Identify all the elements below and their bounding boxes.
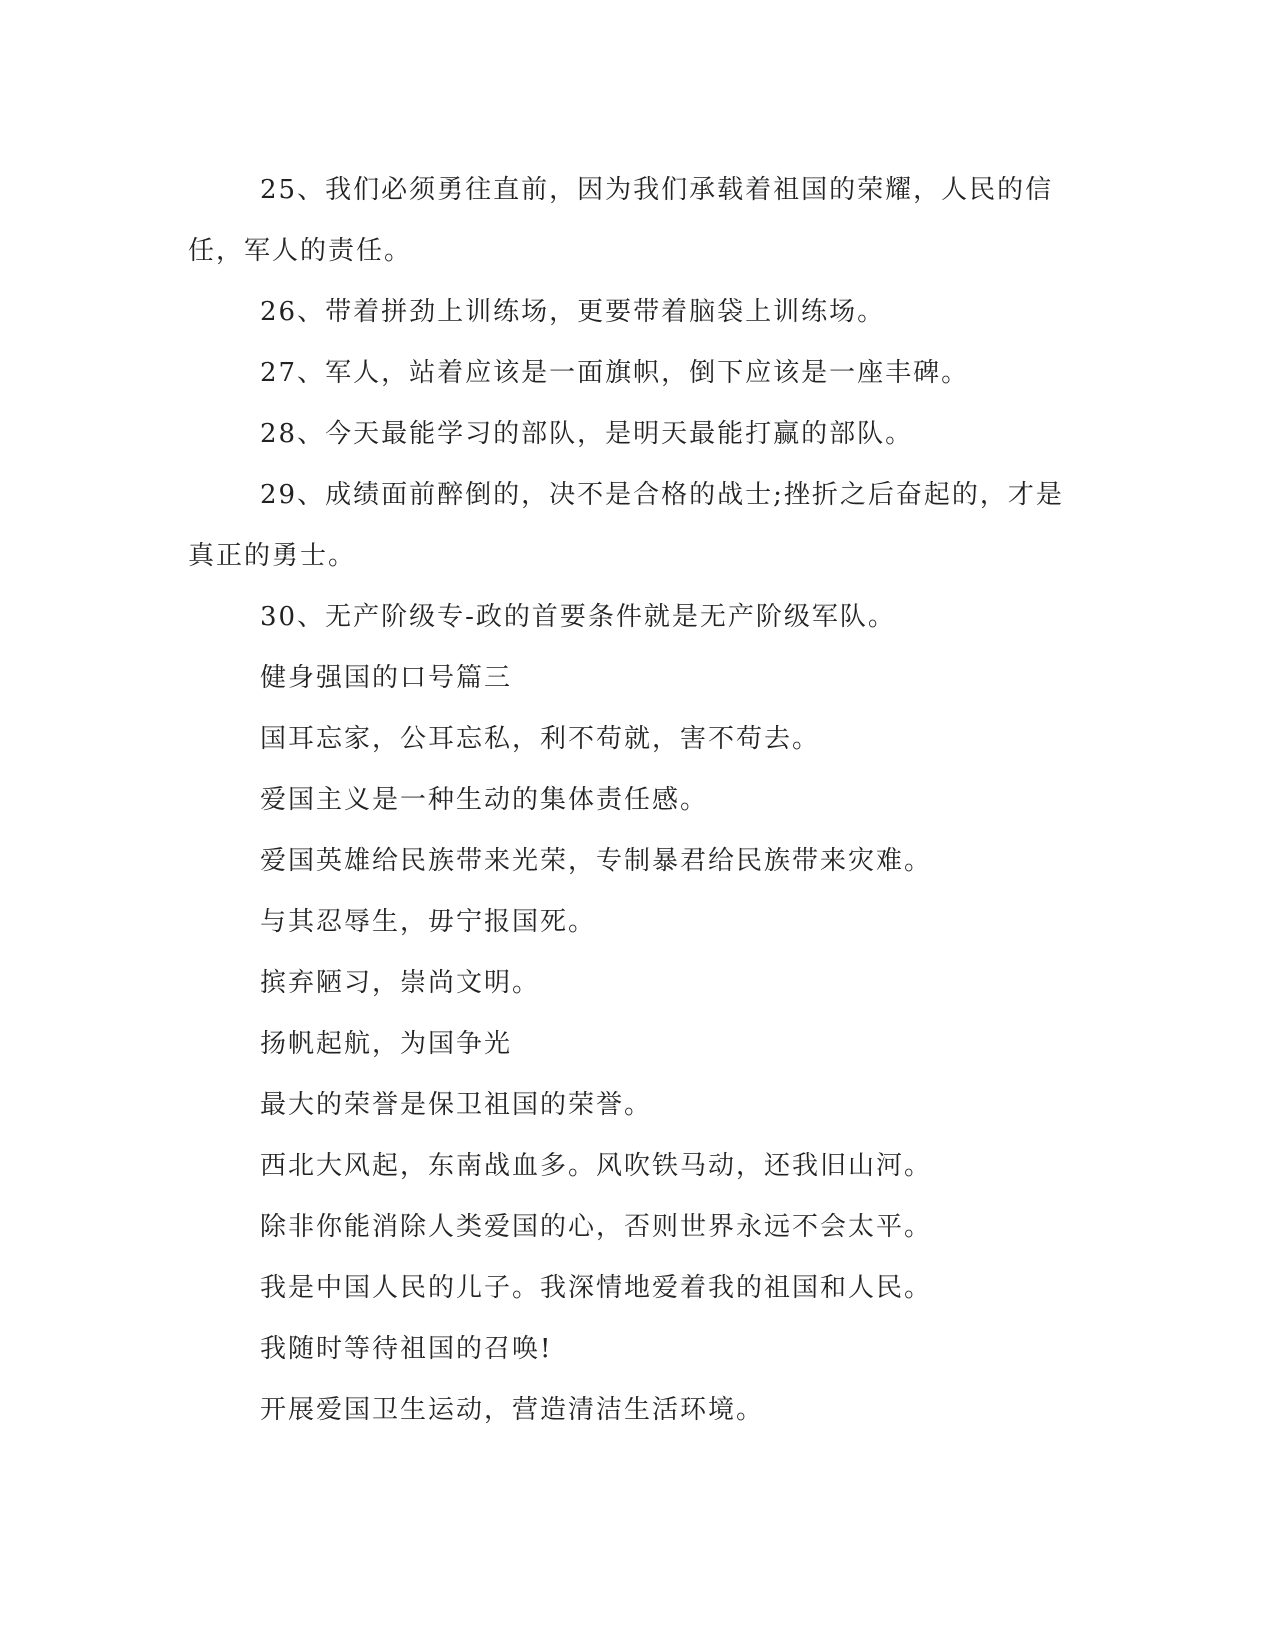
paragraph: 与其忍辱生，毋宁报国死。 — [260, 907, 597, 937]
paragraph: 国耳忘家，公耳忘私，利不苟就，害不苟去。 — [260, 724, 821, 754]
section-heading: 健身强国的口号篇三 — [260, 663, 513, 693]
paragraph: 开展爱国卫生运动，营造清洁生活环境。 — [260, 1395, 765, 1425]
paragraph: 28、今天最能学习的部队，是明天最能打赢的部队。 — [260, 419, 914, 449]
paragraph: 29、成绩面前醉倒的，决不是合格的战士;挫折之后奋起的，才是真正的勇士。 — [188, 480, 1064, 571]
paragraph: 最大的荣誉是保卫祖国的荣誉。 — [260, 1090, 653, 1120]
paragraph: 除非你能消除人类爱国的心，否则世界永远不会太平。 — [260, 1212, 933, 1242]
paragraph: 西北大风起，东南战血多。风吹铁马动，还我旧山河。 — [260, 1151, 933, 1181]
paragraph: 爱国英雄给民族带来光荣，专制暴君给民族带来灾难。 — [260, 846, 933, 876]
paragraph: 25、我们必须勇往直前，因为我们承载着祖国的荣耀，人民的信任，军人的责任。 — [188, 175, 1054, 266]
paragraph: 扬帆起航，为国争光 — [260, 1029, 513, 1059]
paragraph: 我是中国人民的儿子。我深情地爱着我的祖国和人民。 — [260, 1273, 933, 1303]
document-body — [188, 160, 1088, 1441]
paragraph: 我随时等待祖国的召唤! — [260, 1334, 553, 1364]
paragraph: 爱国主义是一种生动的集体责任感。 — [260, 785, 709, 815]
paragraph: 26、带着拼劲上训练场，更要带着脑袋上训练场。 — [260, 297, 886, 327]
paragraph: 30、无产阶级专-政的首要条件就是无产阶级军队。 — [260, 602, 896, 632]
paragraph: 27、军人，站着应该是一面旗帜，倒下应该是一座丰碑。 — [260, 358, 970, 388]
paragraph: 摈弃陋习，崇尚文明。 — [260, 968, 541, 998]
